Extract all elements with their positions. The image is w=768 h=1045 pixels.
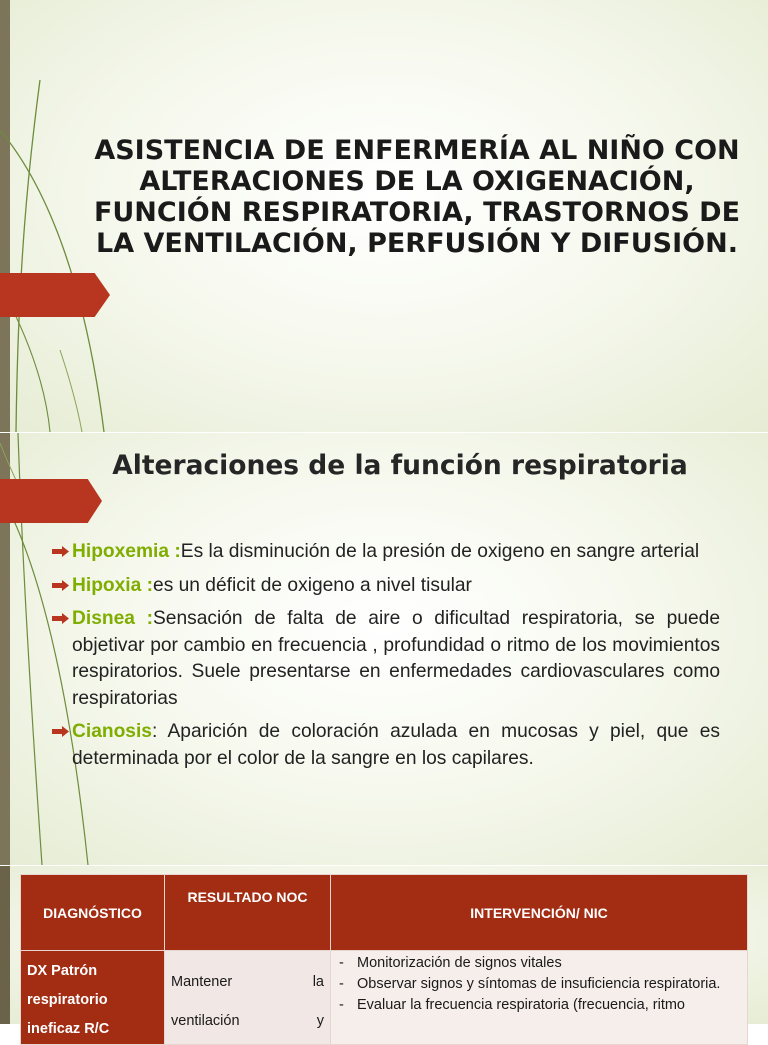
result-line	[171, 963, 324, 1002]
result-word: la	[312, 974, 324, 990]
header-noc-result: RESULTADO NOC	[165, 875, 331, 951]
accent-arrow-tab	[0, 273, 110, 317]
result-word: Mantener	[171, 974, 233, 990]
slide-care-plan-table	[0, 866, 768, 1037]
diagnosis-line: respiratorio	[27, 992, 108, 1008]
term-definition: Es la disminución de la presión de oxigeno en sangre arterial	[180, 541, 700, 562]
term-definition: : Aparición de coloración azulada en mucosas y piel, que es determinada por el color de la sangre en los capilares.	[72, 721, 720, 769]
slide-title-heading	[72, 135, 762, 259]
term-label: Hipoxemia :	[72, 541, 181, 562]
slide-side-bar	[0, 866, 10, 1024]
result-word: ventilación	[171, 1013, 240, 1029]
slide-heading: Alteraciones de la función respiratoria	[112, 450, 688, 481]
noc-result-cell	[165, 951, 331, 1045]
diagnosis-line: ineficaz R/C	[27, 1021, 110, 1037]
list-item	[52, 719, 720, 772]
arrow-bullet-icon	[52, 726, 69, 737]
term-label: Cianosis	[72, 721, 152, 742]
diagnosis-cell	[21, 951, 165, 1045]
list-item	[52, 573, 720, 600]
intervention-item: - Monitorización de signos vitales	[335, 953, 741, 974]
intervention-item: - Observar signos y síntomas de insuficiencia respiratoria.	[335, 974, 741, 995]
definitions-list	[52, 539, 720, 779]
arrow-bullet-icon	[52, 546, 69, 557]
intervention-list	[335, 953, 741, 1016]
result-line	[171, 1002, 324, 1041]
diagnosis-line: DX Patrón	[27, 963, 98, 979]
arrow-bullet-icon	[52, 613, 69, 624]
slide-side-bar	[0, 0, 10, 432]
term-label: Hipoxia :	[72, 574, 154, 596]
header-nic-intervention: INTERVENCIÓN/ NIC	[331, 875, 748, 951]
title-line: FUNCIÓN RESPIRATORIA, TRASTORNOS DE	[93, 197, 741, 228]
header-diagnosis: DIAGNÓSTICO	[21, 875, 165, 951]
list-item	[52, 606, 720, 712]
title-line: ALTERACIONES DE LA OXIGENACIÓN,	[139, 166, 695, 197]
arrow-bullet-icon	[52, 580, 69, 591]
title-line: ASISTENCIA DE ENFERMERÍA AL NIÑO CON	[94, 135, 740, 166]
intervention-item: - Evaluar la frecuencia respiratoria (frecuencia, ritmo	[335, 995, 741, 1016]
term-definition: Sensación de falta de aire o dificultad respiratoria, se puede objetivar por cambio en frecuencia , profundidad o ritmo de los movimientos respiratorios. Suele presentarse en enfermedades cardiovasculares como respiratorias	[72, 608, 720, 709]
term-label: Disnea :	[72, 608, 153, 629]
result-word: y	[316, 1013, 324, 1029]
title-line: LA VENTILACIÓN, PERFUSIÓN Y DIFUSIÓN.	[96, 228, 738, 259]
care-plan-table-wrapper	[20, 874, 748, 1045]
slide-title	[0, 0, 768, 432]
accent-arrow-tab	[0, 479, 102, 523]
table-header-row	[21, 875, 748, 951]
list-item	[52, 539, 720, 566]
term-definition: es un déficit de oxigeno a nivel tisular	[153, 574, 472, 596]
nic-intervention-cell	[331, 951, 748, 1045]
table-row	[21, 951, 748, 1045]
care-plan-table	[20, 874, 748, 1045]
slide-respiratory-alterations	[0, 433, 768, 865]
